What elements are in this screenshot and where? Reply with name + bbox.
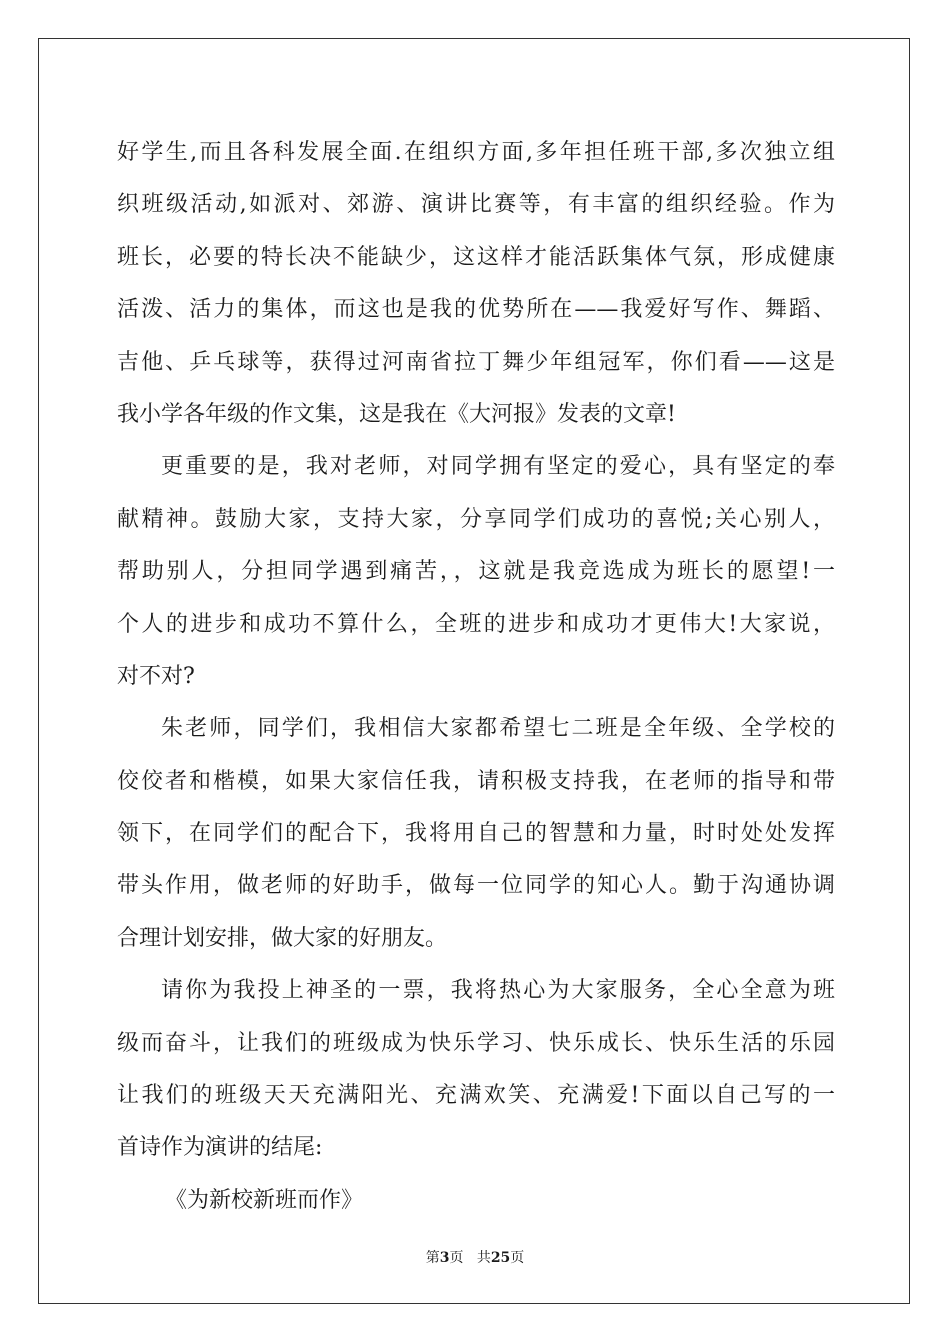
paragraph-line: 帮助别人，分担同学遇到痛苦，，这就是我竞选成为班长的愿望!一 xyxy=(117,559,835,585)
page-number: 3 xyxy=(439,1250,450,1266)
page-label-prefix: 第 xyxy=(425,1250,440,1266)
paragraph-line: 首诗作为演讲的结尾: xyxy=(117,1135,323,1161)
paragraph-line: 吉他、乒乓球等，获得过河南省拉丁舞少年组冠军，你们看——这是 xyxy=(117,349,835,375)
paragraph-line: 我小学各年级的作文集，这是我在《大河报》发表的文章! xyxy=(117,401,676,427)
paragraph-line: 好学生,而且各科发展全面.在组织方面,多年担任班干部,多次独立组 xyxy=(117,140,835,165)
total-label-suffix: 页 xyxy=(510,1250,525,1266)
paragraph-line: 对不对? xyxy=(117,663,195,689)
total-label-prefix: 共 xyxy=(476,1250,491,1266)
paragraph-line: 佼佼者和楷模，如果大家信任我，请积极支持我，在老师的指导和带 xyxy=(117,768,835,794)
paragraph-line: 合理计划安排，做大家的好朋友。 xyxy=(117,925,448,951)
document-body xyxy=(117,127,835,1227)
paragraph-line: 个人的进步和成功不算什么，全班的进步和成功才更伟大!大家说， xyxy=(117,611,835,637)
paragraph-line: 朱老师，同学们，我相信大家都希望七二班是全年级、全学校的 xyxy=(161,716,835,742)
paragraph-line: 级而奋斗，让我们的班级成为快乐学习、快乐成长、快乐生活的乐园 xyxy=(117,1030,835,1056)
paragraph-line: 献精神。鼓励大家，支持大家，分享同学们成功的喜悦;关心别人， xyxy=(117,506,835,532)
paragraph-line: 带头作用，做老师的好助手，做每一位同学的知心人。勤于沟通协调 xyxy=(117,873,835,899)
page-footer xyxy=(0,1248,950,1268)
paragraph-line: 领下，在同学们的配合下，我将用自己的智慧和力量，时时处处发挥 xyxy=(117,821,835,847)
total-pages: 25 xyxy=(490,1250,511,1266)
paragraph-line: 班长，必要的特长决不能缺少，这这样才能活跃集体气氛，形成健康 xyxy=(117,244,835,270)
poem-title: 《为新校新班而作》 xyxy=(165,1187,364,1213)
paragraph-line: 让我们的班级天天充满阳光、充满欢笑、充满爱!下面以自己写的一 xyxy=(117,1083,835,1109)
paragraph-line: 织班级活动,如派对、郊游、演讲比赛等，有丰富的组织经验。作为 xyxy=(117,192,835,218)
paragraph-line: 更重要的是，我对老师，对同学拥有坚定的爱心，具有坚定的奉 xyxy=(161,454,835,480)
paragraph-line: 请你为我投上神圣的一票，我将热心为大家服务，全心全意为班 xyxy=(161,978,835,1004)
paragraph-line: 活泼、活力的集体，而这也是我的优势所在——我爱好写作、舞蹈、 xyxy=(117,297,835,323)
page-label-suffix: 页 xyxy=(449,1250,464,1266)
